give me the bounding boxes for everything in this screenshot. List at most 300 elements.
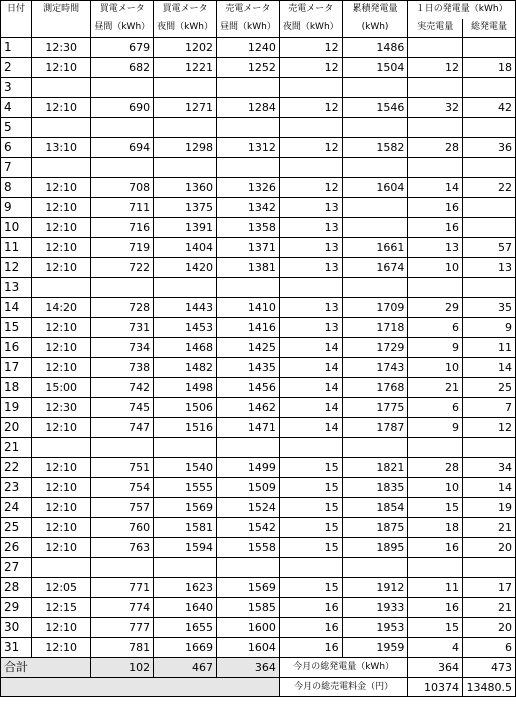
cell-time: 12:10 [32, 518, 91, 538]
cell-buy-day: 751 [91, 458, 154, 478]
cell-total-gen: 25 [463, 378, 516, 398]
cell-actual-sold: 16 [408, 198, 463, 218]
cell-buy-night: 1202 [154, 38, 217, 58]
cell-actual-sold: 11 [408, 578, 463, 598]
cell-sell-day: 1471 [217, 418, 280, 438]
totals-label: 合計 [1, 658, 91, 678]
cell-total-gen [463, 438, 516, 458]
cell-time: 12:10 [32, 638, 91, 658]
cell-total-gen: 7 [463, 398, 516, 418]
cell-time: 12:10 [32, 178, 91, 198]
table-row [1, 618, 516, 638]
cell-time: 12:10 [32, 58, 91, 78]
cell-sell-night: 13 [279, 318, 342, 338]
cell-buy-night: 1391 [154, 218, 217, 238]
cell-actual-sold: 10 [408, 258, 463, 278]
cell-day: 19 [1, 398, 32, 418]
cell-time [32, 278, 91, 298]
cell-buy-night: 1420 [154, 258, 217, 278]
cell-buy-day: 719 [91, 238, 154, 258]
cell-buy-day: 679 [91, 38, 154, 58]
cell-sell-day: 1358 [217, 218, 280, 238]
cell-day: 4 [1, 98, 32, 118]
cell-sell-day: 1462 [217, 398, 280, 418]
totals-row [1, 658, 516, 678]
cell-sell-night: 12 [279, 58, 342, 78]
cell-sell-day: 1381 [217, 258, 280, 278]
cell-day: 1 [1, 38, 32, 58]
cell-time: 12:30 [32, 38, 91, 58]
table-row [1, 178, 516, 198]
cell-day: 7 [1, 158, 32, 178]
cell-buy-day: 777 [91, 618, 154, 638]
cell-sell-night: 15 [279, 458, 342, 478]
cell-sell-day: 1252 [217, 58, 280, 78]
cell-actual-sold: 15 [408, 618, 463, 638]
cell-day: 20 [1, 418, 32, 438]
cell-buy-night: 1669 [154, 638, 217, 658]
cell-time: 12:05 [32, 578, 91, 598]
cell-buy-day: 731 [91, 318, 154, 338]
header-buy-day-unit: 昼間（kWh） [91, 19, 154, 38]
cell-buy-day: 694 [91, 138, 154, 158]
cell-day: 23 [1, 478, 32, 498]
cell-sell-day: 1284 [217, 98, 280, 118]
cell-buy-day: 760 [91, 518, 154, 538]
cell-buy-night: 1655 [154, 618, 217, 638]
cell-time [32, 158, 91, 178]
cell-sell-night: 14 [279, 398, 342, 418]
cell-cumulative: 1775 [342, 398, 408, 418]
cell-buy-night: 1516 [154, 418, 217, 438]
cell-sell-day: 1416 [217, 318, 280, 338]
cell-sell-day [217, 438, 280, 458]
cell-buy-night: 1581 [154, 518, 217, 538]
cell-cumulative: 1729 [342, 338, 408, 358]
cell-buy-day: 711 [91, 198, 154, 218]
cell-sell-night: 12 [279, 138, 342, 158]
cell-buy-day [91, 118, 154, 138]
cell-time: 14:20 [32, 298, 91, 318]
cell-sell-day: 1569 [217, 578, 280, 598]
cell-sell-day: 1312 [217, 138, 280, 158]
month-generation-total: 473 [463, 658, 516, 678]
cell-time: 12:30 [32, 398, 91, 418]
cell-actual-sold [408, 558, 463, 578]
cell-buy-night: 1640 [154, 598, 217, 618]
cell-total-gen [463, 558, 516, 578]
month-generation-label: 今月の総発電量（kWh） [279, 658, 408, 678]
cell-sell-night: 12 [279, 178, 342, 198]
cell-day: 25 [1, 518, 32, 538]
table-row [1, 158, 516, 178]
cell-buy-night: 1482 [154, 358, 217, 378]
cell-buy-night: 1375 [154, 198, 217, 218]
cell-day: 29 [1, 598, 32, 618]
table-row [1, 438, 516, 458]
cell-buy-day: 781 [91, 638, 154, 658]
cell-total-gen: 14 [463, 358, 516, 378]
cell-cumulative: 1582 [342, 138, 408, 158]
table-row [1, 598, 516, 618]
cell-cumulative [342, 78, 408, 98]
cell-actual-sold [408, 118, 463, 138]
cell-total-gen: 21 [463, 518, 516, 538]
cell-sell-night [279, 438, 342, 458]
month-generation-actual: 364 [408, 658, 463, 678]
header-daily-generation: １日の発電量（kWh） [408, 1, 516, 19]
cell-total-gen: 20 [463, 538, 516, 558]
totals-buy-day: 102 [91, 658, 154, 678]
cell-total-gen: 18 [463, 58, 516, 78]
cell-cumulative: 1604 [342, 178, 408, 198]
cell-day: 26 [1, 538, 32, 558]
cell-buy-night: 1540 [154, 458, 217, 478]
header-buy-night-unit: 夜間（kWh） [154, 19, 217, 38]
cell-sell-night: 16 [279, 618, 342, 638]
cell-total-gen: 13 [463, 258, 516, 278]
cell-buy-day [91, 558, 154, 578]
cell-day: 8 [1, 178, 32, 198]
cell-actual-sold: 10 [408, 358, 463, 378]
cell-actual-sold [408, 278, 463, 298]
cell-actual-sold: 14 [408, 178, 463, 198]
cell-sell-night: 14 [279, 378, 342, 398]
cell-time: 12:10 [32, 258, 91, 278]
cell-time [32, 558, 91, 578]
cell-day: 30 [1, 618, 32, 638]
cell-buy-night: 1498 [154, 378, 217, 398]
cell-time [32, 438, 91, 458]
table-row [1, 238, 516, 258]
cell-buy-night: 1221 [154, 58, 217, 78]
cell-buy-day: 682 [91, 58, 154, 78]
header-sell-meter-night: 売電メータ [279, 1, 342, 19]
cell-time: 12:10 [32, 198, 91, 218]
cell-actual-sold: 16 [408, 538, 463, 558]
cell-total-gen: 6 [463, 638, 516, 658]
cell-total-gen: 21 [463, 598, 516, 618]
header-sell-night-unit: 夜間（kWh） [279, 19, 342, 38]
cell-buy-night [154, 158, 217, 178]
cell-buy-day: 738 [91, 358, 154, 378]
cell-buy-day: 747 [91, 418, 154, 438]
table-row [1, 278, 516, 298]
cell-total-gen: 11 [463, 338, 516, 358]
cell-sell-night: 14 [279, 358, 342, 378]
cell-actual-sold: 16 [408, 218, 463, 238]
cell-sell-day: 1585 [217, 598, 280, 618]
cell-buy-day: 734 [91, 338, 154, 358]
cell-total-gen: 17 [463, 578, 516, 598]
table-row [1, 358, 516, 378]
cell-cumulative: 1787 [342, 418, 408, 438]
table-row [1, 458, 516, 478]
cell-actual-sold [408, 438, 463, 458]
header-buy-meter-night: 買電メータ [154, 1, 217, 19]
cell-day: 12 [1, 258, 32, 278]
cell-total-gen: 14 [463, 478, 516, 498]
cell-day: 11 [1, 238, 32, 258]
cell-actual-sold: 28 [408, 458, 463, 478]
header-row-1 [1, 1, 516, 19]
cell-actual-sold: 6 [408, 398, 463, 418]
totals-sell-day: 364 [217, 658, 280, 678]
cell-day: 27 [1, 558, 32, 578]
cell-cumulative: 1933 [342, 598, 408, 618]
cell-buy-day: 757 [91, 498, 154, 518]
header-sell-meter-day: 売電メータ [217, 1, 280, 19]
cell-sell-night [279, 158, 342, 178]
cell-day: 16 [1, 338, 32, 358]
cell-time: 12:10 [32, 98, 91, 118]
table-row [1, 58, 516, 78]
cell-sell-day [217, 78, 280, 98]
header-buy-meter-day: 買電メータ [91, 1, 154, 19]
cell-cumulative: 1546 [342, 98, 408, 118]
table-row [1, 258, 516, 278]
cell-cumulative: 1854 [342, 498, 408, 518]
cell-buy-night: 1271 [154, 98, 217, 118]
table-row [1, 538, 516, 558]
cell-sell-night: 12 [279, 98, 342, 118]
cell-time: 12:10 [32, 458, 91, 478]
cell-buy-night: 1594 [154, 538, 217, 558]
cell-sell-day [217, 558, 280, 578]
cell-sell-night: 13 [279, 198, 342, 218]
cell-sell-day: 1456 [217, 378, 280, 398]
cell-buy-night: 1298 [154, 138, 217, 158]
cell-total-gen: 20 [463, 618, 516, 638]
cell-actual-sold: 18 [408, 518, 463, 538]
totals-buy-night: 467 [154, 658, 217, 678]
month-fee-total: 13480.5 [463, 678, 516, 697]
cell-buy-night: 1453 [154, 318, 217, 338]
cell-buy-night: 1569 [154, 498, 217, 518]
cell-day: 18 [1, 378, 32, 398]
cell-day: 17 [1, 358, 32, 378]
cell-actual-sold [408, 78, 463, 98]
cell-cumulative: 1768 [342, 378, 408, 398]
cell-day: 2 [1, 58, 32, 78]
cell-total-gen: 22 [463, 178, 516, 198]
cell-total-gen: 42 [463, 98, 516, 118]
cell-buy-day: 771 [91, 578, 154, 598]
cell-sell-night: 14 [279, 418, 342, 438]
cell-cumulative: 1661 [342, 238, 408, 258]
cell-total-gen [463, 218, 516, 238]
cell-cumulative: 1486 [342, 38, 408, 58]
cell-time [32, 118, 91, 138]
fee-row-blank [1, 678, 280, 697]
cell-buy-night [154, 438, 217, 458]
cell-time: 12:10 [32, 318, 91, 338]
cell-time [32, 78, 91, 98]
header-row-2 [1, 19, 516, 38]
table-row [1, 578, 516, 598]
cell-cumulative: 1875 [342, 518, 408, 538]
cell-day: 22 [1, 458, 32, 478]
cell-buy-day: 728 [91, 298, 154, 318]
table-row [1, 398, 516, 418]
table-row [1, 418, 516, 438]
cell-buy-day: 763 [91, 538, 154, 558]
cell-sell-night: 15 [279, 578, 342, 598]
cell-time: 12:10 [32, 498, 91, 518]
cell-buy-day: 716 [91, 218, 154, 238]
cell-cumulative: 1895 [342, 538, 408, 558]
cell-buy-night [154, 558, 217, 578]
cell-day: 24 [1, 498, 32, 518]
cell-actual-sold: 9 [408, 418, 463, 438]
cell-cumulative: 1709 [342, 298, 408, 318]
cell-buy-night: 1506 [154, 398, 217, 418]
cell-cumulative [342, 158, 408, 178]
cell-sell-night: 13 [279, 298, 342, 318]
cell-time: 12:10 [32, 218, 91, 238]
cell-actual-sold [408, 38, 463, 58]
cell-actual-sold [408, 158, 463, 178]
cell-buy-night: 1443 [154, 298, 217, 318]
cell-day: 21 [1, 438, 32, 458]
cell-cumulative [342, 558, 408, 578]
cell-buy-night: 1468 [154, 338, 217, 358]
header-day-sub [1, 19, 32, 38]
table-row [1, 298, 516, 318]
cell-cumulative [342, 438, 408, 458]
cell-actual-sold: 6 [408, 318, 463, 338]
header-actual-sold: 実売電量 [408, 19, 463, 38]
cell-time: 12:10 [32, 538, 91, 558]
cell-time: 15:00 [32, 378, 91, 398]
table-row [1, 78, 516, 98]
header-day: 日付 [1, 1, 32, 19]
cell-cumulative: 1835 [342, 478, 408, 498]
cell-cumulative [342, 198, 408, 218]
cell-buy-day: 742 [91, 378, 154, 398]
cell-cumulative: 1504 [342, 58, 408, 78]
cell-day: 14 [1, 298, 32, 318]
cell-sell-day: 1499 [217, 458, 280, 478]
cell-total-gen: 12 [463, 418, 516, 438]
cell-total-gen [463, 118, 516, 138]
cell-day: 10 [1, 218, 32, 238]
cell-total-gen: 9 [463, 318, 516, 338]
cell-cumulative: 1912 [342, 578, 408, 598]
cell-sell-day: 1600 [217, 618, 280, 638]
cell-actual-sold: 21 [408, 378, 463, 398]
cell-cumulative: 1959 [342, 638, 408, 658]
cell-day: 13 [1, 278, 32, 298]
table-row [1, 498, 516, 518]
cell-actual-sold: 32 [408, 98, 463, 118]
cell-time: 12:10 [32, 418, 91, 438]
table-row [1, 338, 516, 358]
cell-buy-night: 1404 [154, 238, 217, 258]
cell-sell-night: 13 [279, 238, 342, 258]
cell-cumulative [342, 278, 408, 298]
table-row [1, 218, 516, 238]
cell-buy-day: 708 [91, 178, 154, 198]
cell-actual-sold: 10 [408, 478, 463, 498]
cell-total-gen: 36 [463, 138, 516, 158]
cell-day: 31 [1, 638, 32, 658]
table-row [1, 98, 516, 118]
cell-buy-night [154, 78, 217, 98]
cell-total-gen: 34 [463, 458, 516, 478]
cell-sell-night: 13 [279, 218, 342, 238]
cell-sell-night: 12 [279, 38, 342, 58]
cell-sell-day: 1509 [217, 478, 280, 498]
cell-buy-day: 690 [91, 98, 154, 118]
cell-buy-day: 722 [91, 258, 154, 278]
cell-total-gen [463, 38, 516, 58]
cell-time: 12:10 [32, 338, 91, 358]
cell-buy-day: 745 [91, 398, 154, 418]
cell-sell-night: 13 [279, 258, 342, 278]
cell-day: 15 [1, 318, 32, 338]
cell-total-gen: 57 [463, 238, 516, 258]
cell-buy-day [91, 278, 154, 298]
cell-day: 28 [1, 578, 32, 598]
cell-sell-day: 1542 [217, 518, 280, 538]
cell-day: 5 [1, 118, 32, 138]
cell-sell-day: 1425 [217, 338, 280, 358]
cell-total-gen: 35 [463, 298, 516, 318]
cell-cumulative: 1953 [342, 618, 408, 638]
header-cumulative-unit: (kWh) [342, 19, 408, 38]
cell-actual-sold: 29 [408, 298, 463, 318]
cell-sell-day: 1326 [217, 178, 280, 198]
cell-sell-night [279, 78, 342, 98]
cell-sell-night: 15 [279, 538, 342, 558]
fee-row [1, 678, 516, 697]
header-cumulative: 累積発電量 [342, 1, 408, 19]
cell-sell-day [217, 278, 280, 298]
table-row [1, 478, 516, 498]
cell-sell-day: 1435 [217, 358, 280, 378]
cell-buy-night: 1555 [154, 478, 217, 498]
cell-sell-day [217, 158, 280, 178]
cell-actual-sold: 4 [408, 638, 463, 658]
cell-total-gen: 19 [463, 498, 516, 518]
cell-sell-night: 16 [279, 598, 342, 618]
table-row [1, 318, 516, 338]
cell-buy-night: 1623 [154, 578, 217, 598]
cell-sell-night: 16 [279, 638, 342, 658]
cell-buy-day [91, 78, 154, 98]
cell-sell-day: 1524 [217, 498, 280, 518]
cell-day: 6 [1, 138, 32, 158]
cell-actual-sold: 9 [408, 338, 463, 358]
cell-sell-night: 15 [279, 518, 342, 538]
table-row [1, 378, 516, 398]
cell-sell-day: 1342 [217, 198, 280, 218]
cell-cumulative [342, 218, 408, 238]
cell-total-gen [463, 198, 516, 218]
cell-sell-night: 15 [279, 498, 342, 518]
cell-sell-night [279, 558, 342, 578]
header-time-sub [32, 19, 91, 38]
header-time: 測定時間 [32, 1, 91, 19]
cell-buy-night [154, 118, 217, 138]
table-row [1, 558, 516, 578]
cell-total-gen [463, 158, 516, 178]
cell-cumulative: 1674 [342, 258, 408, 278]
cell-buy-night: 1360 [154, 178, 217, 198]
table-row [1, 638, 516, 658]
cell-buy-night [154, 278, 217, 298]
